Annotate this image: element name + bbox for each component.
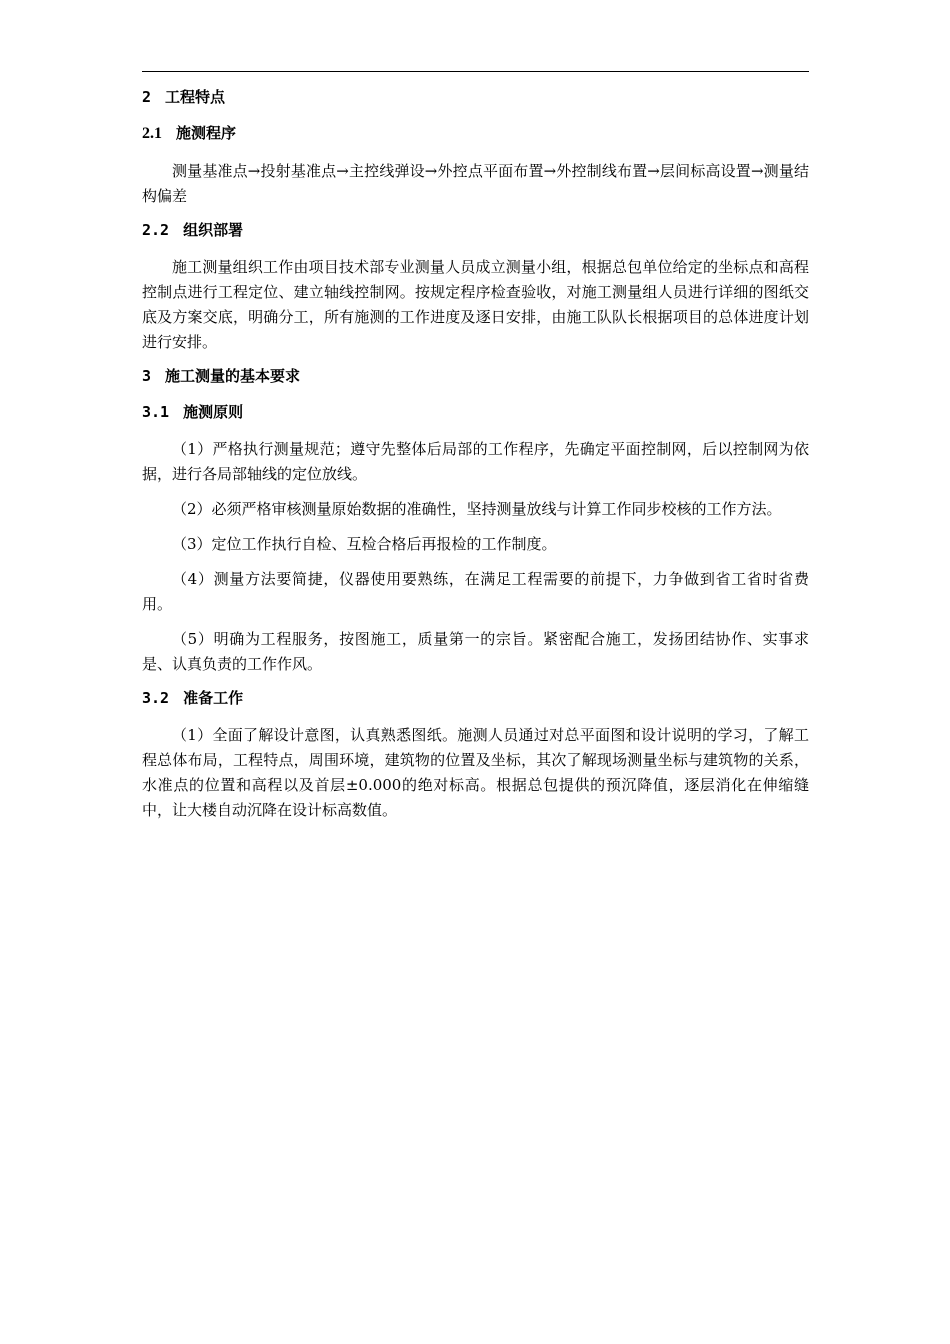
- section-3-1-number: 3.1: [142, 403, 170, 421]
- section-3-title: 施工测量的基本要求: [165, 367, 301, 385]
- section-2-2-number: 2.2: [142, 221, 170, 239]
- section-2-heading: [142, 86, 809, 108]
- section-2-1-number: 2.1: [142, 125, 162, 142]
- section-3-number: 3: [142, 367, 152, 385]
- principle-item-1: （1）严格执行测量规范；遵守先整体后局部的工作程序，先确定平面控制网，后以控制网为依据，进行各局部轴线的定位放线。: [142, 440, 809, 483]
- document-content: [142, 86, 809, 833]
- principle-item-2: （2）必须严格审核测量原始数据的准确性，坚持测量放线与计算工作同步校核的工作方法。: [172, 500, 782, 518]
- section-3-2-number: 3.2: [142, 689, 170, 707]
- principle-item-3: （3）定位工作执行自检、互检合格后再报检的工作制度。: [172, 535, 557, 553]
- document-page: [142, 0, 809, 1344]
- section-2-1-heading: [142, 122, 809, 145]
- section-3-heading: [142, 365, 809, 387]
- preparation-item-1: （1）全面了解设计意图，认真熟悉图纸。施测人员通过对总平面图和设计说明的学习，了解工程总体布局，工程特点，周围环境，建筑物的位置及坐标，其次了解现场测量坐标与建筑物的关系，水准点的位置和高程以及首层±0.000的绝对标高。根据总包提供的预沉降值，逐层消化在伸缩缝中，让大楼自动沉降在设计标高数值。: [142, 726, 809, 819]
- section-2-1-paragraph: 测量基准点→投射基准点→主控线弹设→外控点平面布置→外控制线布置→层间标高设置→测量结构偏差: [142, 162, 809, 205]
- section-2-2-heading: [142, 219, 809, 241]
- section-3-1-heading: [142, 401, 809, 423]
- section-2-number: 2: [142, 88, 152, 106]
- section-2-title: 工程特点: [165, 88, 226, 106]
- section-3-2-title: 准备工作: [183, 689, 244, 707]
- section-3-2-heading: [142, 687, 809, 709]
- principle-item-5: （5）明确为工程服务，按图施工，质量第一的宗旨。紧密配合施工，发扬团结协作、实事求是、认真负责的工作作风。: [142, 630, 809, 673]
- section-2-2-paragraph: 施工测量组织工作由项目技术部专业测量人员成立测量小组，根据总包单位给定的坐标点和高程控制点进行工程定位、建立轴线控制网。按规定程序检查验收，对施工测量组人员进行详细的图纸交底及方案交底，明确分工，所有施测的工作进度及逐日安排，由施工队队长根据项目的总体进度计划进行安排。: [142, 258, 809, 351]
- header-rule: [142, 71, 809, 72]
- principle-item-4: （4）测量方法要简捷，仪器使用要熟练，在满足工程需要的前提下，力争做到省工省时省费用。: [142, 570, 809, 613]
- section-2-1-title: 施测程序: [176, 124, 237, 142]
- section-3-1-title: 施测原则: [183, 403, 244, 421]
- section-2-2-title: 组织部署: [183, 221, 244, 239]
